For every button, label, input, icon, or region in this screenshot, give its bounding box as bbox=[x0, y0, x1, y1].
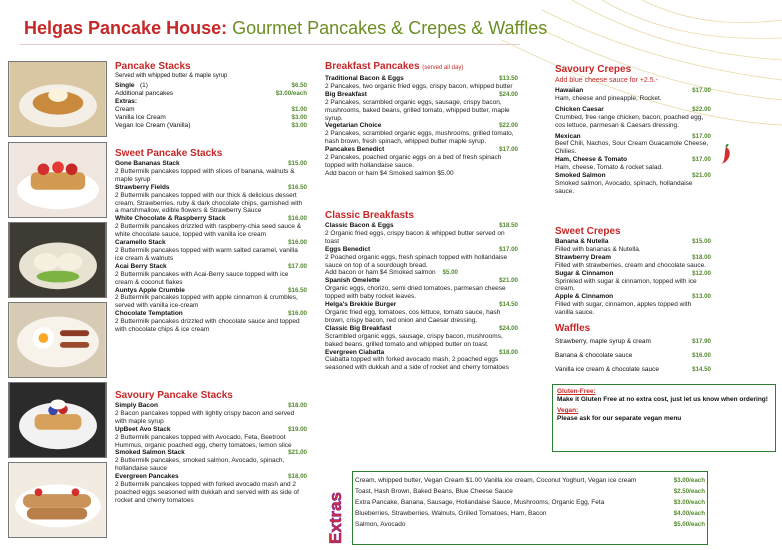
gluten-free-text: Make it Gluten Free at no extra cost, just let us know when ordering! bbox=[557, 396, 768, 403]
extras-box bbox=[352, 471, 708, 545]
menu-item: Vegetarian Choice $22.00 2 Pancakes, scrambled organic eggs, mushrooms, grilled tomato, hash brown, fresh spinach, whipped butter maple syrup. bbox=[325, 122, 518, 146]
menu-item: Single (1) $6.50 Additional pancakes $3.00/each Extras: Cream $1.00 Vanilla Ice Cream $3.00 Vegan Ice Cream (Vanilla) $3.00 bbox=[115, 82, 307, 129]
menu-item: Big Breakfast $24.00 2 Pancakes, scrambled organic eggs, sausage, crispy bacon, mushrooms, baked beans, grilled tomato, whipped butter, maple syrup. bbox=[325, 90, 518, 122]
extras-row: Cream, whipped butter, Vegan Cream $1.00 Vanilla ice cream, Coconut Yoghurt, Vegan ice cream $3.00/each bbox=[355, 477, 705, 484]
cannoli-crepes-image bbox=[8, 462, 107, 538]
menu-item: Smoked Salmon Stack $21.00 2 Buttermilk pancakes, smoked salmon, Avocado, spinach, hollandaise sauce bbox=[115, 449, 307, 473]
menu-item: Auntys Apple Crumble $16.50 2 Buttermilk pancakes topped with apple cinnamon & crumbles, served with vanilla ice-cream bbox=[115, 286, 307, 310]
extras-row: Toast, Hash Brown, Baked Beans, Blue Cheese Sauce $2.50/each bbox=[355, 488, 705, 495]
menu-item: Strawberry Dream $18.00 Filled with strawberries, cream and chocolate sauce. bbox=[555, 253, 711, 269]
strawberry-pancake-stack-image bbox=[8, 142, 107, 218]
menu-item: Apple & Cinnamon $13.00 Filled with sugar, cinnamon, apples topped with vanilla sauce. bbox=[555, 293, 711, 317]
brand-name: Helgas Pancake House: bbox=[24, 18, 228, 38]
addon-note: Add bacon or ham $4 Smoked salmon $5.00 bbox=[325, 269, 458, 277]
menu-item: Smoked Salmon $21.00 Smoked salmon, Avocado, spinach, hollandaise sauce. bbox=[555, 172, 711, 195]
classic-breakfasts-section bbox=[325, 209, 518, 372]
menu-item: Vanilla ice cream & chocolate sauce $14.50 bbox=[555, 366, 711, 373]
menu-item: Banana & chocolate sauce $16.00 bbox=[555, 352, 711, 359]
menu-item: White Chocolate & Raspberry Stack $16.00 2 Buttermilk pancakes drizzled with raspberry-chia seed sauce & white chocolate sauce, topped with vanilla ice cream bbox=[115, 215, 307, 239]
vegan-title: Vegan: bbox=[557, 407, 579, 414]
menu-item: Pancakes Benedict $17.00 2 Pancakes, poached organic eggs on a bed of fresh spinach topped with hollandaise sauce. bbox=[325, 146, 518, 169]
extras-label-text: Extras bbox=[326, 492, 345, 544]
menu-item: Eggs Benedict $17.00 2 Poached organic eggs, fresh spinach topped with hollandaise sauce on top of a sourdough bread. bbox=[325, 245, 518, 269]
sweet-pancake-stacks-section bbox=[115, 147, 307, 334]
page-title bbox=[24, 18, 547, 39]
section-title: Sweet Pancake Stacks bbox=[115, 148, 223, 159]
menu-item: Helga's Brekkie Burger $14.50 Organic fried egg, tomatoes, cos lettuce, tomato sauce, hash brown, crispy bacon, red onion and Caesar dressing, bbox=[325, 301, 518, 324]
menu-item: Chicken Caesar $22.00 Crumbed, free range chicken, bacon, poached egg, cos lettuce, parmesan & Caesars dressing. bbox=[555, 105, 711, 129]
menu-item: Mexican $17.00 Beef Chili, Nachos, Sour Cream Guacamole Cheese, Chilies. bbox=[555, 132, 711, 156]
page-subtitle: Gourmet Pancakes & Crepes & Waffles bbox=[232, 18, 548, 38]
menu-item: Evergreen Ciabatta $18.00 Ciabatta topped with forked avocado mash, 2 poached eggs seasoned with dukkah and a side of rocket and cherry tomatoes bbox=[325, 348, 518, 372]
menu-item: Ham, Cheese & Tomato $17.00 Ham, cheese, Tomato & rocket salad. bbox=[555, 156, 711, 172]
menu-item: Evergreen Pancakes $18.00 2 Buttermilk pancakes topped with forked avocado mash and 2 poached eggs seasoned with dukkah and served with as side of rocket and cherry tomatoes bbox=[115, 473, 307, 504]
section-note: (served all day) bbox=[422, 65, 464, 71]
dietary-notes-box bbox=[552, 384, 776, 452]
title-divider bbox=[20, 44, 520, 45]
addon-note: Add bacon or ham $4 Smoked salmon $5.00 bbox=[325, 169, 454, 177]
pancake-stacks-section bbox=[115, 60, 307, 129]
section-title: Pancake Stacks bbox=[115, 61, 191, 72]
sweet-crepes-section bbox=[555, 225, 711, 317]
menu-item: Classic Big Breakfast $24.00 Scrambled organic eggs, sausage, crispy bacon, mushrooms, baked beans, grilled tomato and whipped butter on toast. bbox=[325, 324, 518, 348]
menu-item: Chocolate Temptation $16.00 2 Buttermilk pancakes drizzled with chocolate sauce and topped with chocolate chips & ice cream bbox=[115, 310, 307, 334]
waffles-section bbox=[555, 322, 711, 377]
menu-item: Strawberry, maple syrup & cream $17.90 bbox=[555, 338, 711, 345]
menu-item: Classic Bacon & Eggs $18.50 2 Organic fried eggs, crispy bacon & whipped butter served on toast bbox=[325, 222, 518, 245]
menu-item: Simply Bacon $18.00 2 Bacon pancakes topped with lightly crispy bacon and served with maple syrup bbox=[115, 402, 307, 425]
extras-row: Blueberries, Strawberries, Walnuts, Grilled Tomatoes, Ham, Bacon $4.00/each bbox=[355, 510, 705, 517]
menu-item: Strawberry Fields $16.50 2 Buttermilk pancakes topped with our thick & delicious dessert cream, Strawberries, ruby & dark chocolate chips, garnished with a marshmallow, edible flowers & Strawberry Sauce bbox=[115, 183, 307, 215]
savoury-pancake-stacks-section bbox=[115, 389, 307, 505]
chili-pepper-icon bbox=[718, 144, 734, 166]
menu-item: Gone Bananas Stack $15.00 2 Buttermilk pancakes topped with slices of banana, walnuts & maple syrup bbox=[115, 160, 307, 183]
menu-item: Hawaiian $17.00 Ham, cheese and pineapple, Rocket. bbox=[555, 87, 711, 102]
section-title: Waffles bbox=[555, 323, 591, 334]
menu-item: Sugar & Cinnamon $12.00 Sprinkled with sugar & cinnamon, topped with ice cream. bbox=[555, 269, 711, 293]
eggs-benedict-avocado-image bbox=[8, 222, 107, 298]
section-subtitle: Add blue cheese sauce for +2.5.- bbox=[555, 77, 658, 84]
menu-item: UpBeet Avo Stack $19.00 2 Buttermilk pancakes topped with Avocado, Feta, Beetroot Hummus, organic poached egg, cherry tomatoes, lemon slice bbox=[115, 425, 307, 449]
section-title: Classic Breakfasts bbox=[325, 210, 414, 221]
bacon-eggs-breakfast-image bbox=[8, 302, 107, 378]
extras-label bbox=[325, 472, 347, 546]
menu-item: Acai Berry Stack $17.00 2 Buttermilk pancakes with Acai-Berry sauce topped with ice cream & coconut flakes bbox=[115, 262, 307, 286]
section-subtitle: Served with whipped butter & maple syrup bbox=[115, 73, 228, 79]
extras-label: Extras: bbox=[115, 97, 138, 105]
menu-item: Caramello Stack $16.00 2 Buttermilk pancakes topped with warm salted caramel, vanilla ice cream & walnuts bbox=[115, 239, 307, 262]
extras-row: Extra Pancake, Banana, Sausage, Hollandaise Sauce, Mushrooms, Organic Egg, Feta $3.00/each bbox=[355, 499, 705, 506]
menu-item: Banana & Nutella $15.00 Filled with bananas & Nutella. bbox=[555, 238, 711, 253]
breakfast-pancakes-section bbox=[325, 60, 518, 178]
section-title: Savoury Pancake Stacks bbox=[115, 390, 233, 401]
extras-row: Salmon, Avocado $5.00/each bbox=[355, 521, 705, 528]
pancakes-with-ice-cream-image bbox=[8, 61, 107, 137]
menu-item: Traditional Bacon & Eggs $13.50 2 Pancakes, two organic fried eggs, crispy bacon, whipped butter bbox=[325, 75, 518, 90]
section-title: Breakfast Pancakes bbox=[325, 61, 420, 72]
menu-item: Spanish Omelette $21.00 Organic eggs, chorizo, semi dried tomatoes, parmesan cheese topped with baby rocket leaves. bbox=[325, 277, 518, 301]
vegan-text: Please ask for our separate vegan menu bbox=[557, 415, 682, 422]
gluten-free-title: Gluten-Free: bbox=[557, 388, 596, 395]
section-title: Savoury Crepes bbox=[555, 64, 632, 75]
savoury-crepes-section bbox=[555, 63, 711, 196]
pancakes-with-berries-image bbox=[8, 382, 107, 458]
section-title: Sweet Crepes bbox=[555, 226, 621, 237]
